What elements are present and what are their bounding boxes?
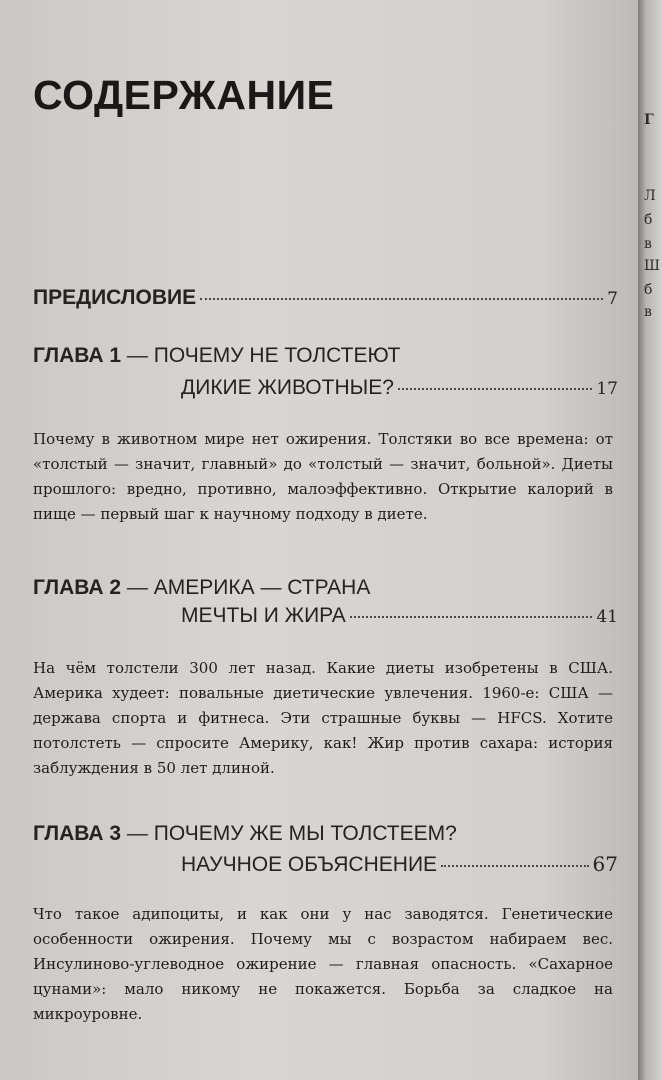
- toc-page-number: 67: [592, 852, 618, 876]
- chapter-number: ГЛАВА 1: [33, 344, 122, 367]
- chapter-title-line-1: — ПОЧЕМУ НЕ ТОЛСТЕЮТ: [121, 344, 401, 367]
- leader-dots: [200, 298, 603, 300]
- toc-entry-preface: [33, 286, 618, 310]
- chapter-1-description: Почему в животном мире нет ожирения. Толстяки во все времена: от «толстый — значит, главный» до «толстый — значит, больной». Диеты прошлого: вредно, противно, малоэффективно. Открытие калорий в пище — первый шаг к научному подходу в диете.: [33, 430, 613, 523]
- next-page-fragment: в: [644, 236, 652, 252]
- toc-entry-chapter-3: [181, 852, 618, 877]
- chapter-title-line-2: НАУЧНОЕ ОБЪЯСНЕНИЕ: [181, 853, 438, 876]
- page-title: СОДЕРЖАНИЕ: [33, 72, 335, 118]
- next-page-fragment: б: [644, 212, 653, 228]
- toc-entry-label: ПРЕДИСЛОВИЕ: [33, 286, 197, 309]
- toc-entry-chapter-2-heading: [33, 576, 618, 600]
- next-page-fragment: Г: [644, 112, 654, 128]
- next-page-fragment: б: [644, 282, 653, 298]
- toc-entry-chapter-1: [181, 376, 618, 400]
- toc-page-number: 17: [596, 379, 618, 399]
- toc-entry-chapter-2: [181, 604, 618, 628]
- leader-dots: [441, 865, 589, 867]
- toc-page-number: 41: [596, 607, 618, 627]
- next-page-fragment: Л: [644, 188, 656, 204]
- chapter-3-description: Что такое адипоциты, и как они у нас заводятся. Генетические особенности ожирения. Почему мы с возрастом набираем вес. Инсулиново-углеводное ожирение — главная опасность. «Сахарное цунами»: мало никому не покажется. Борьба за сладкое на микроуровне.: [33, 905, 613, 1023]
- next-page-fragment: в: [644, 304, 652, 320]
- toc-page-number: 7: [607, 289, 618, 309]
- toc-entry-chapter-3-heading: [33, 822, 618, 846]
- chapter-title-line-2: ДИКИЕ ЖИВОТНЫЕ?: [181, 376, 394, 399]
- next-page-edge: [638, 0, 662, 1080]
- toc-entry-chapter-1-heading: [33, 344, 618, 368]
- chapter-title-line-1: — АМЕРИКА — СТРАНА: [121, 576, 371, 599]
- next-page-fragment: Ш: [644, 258, 660, 274]
- leader-dots: [350, 616, 593, 618]
- chapter-2-description: На чём толстели 300 лет назад. Какие диеты изобретены в США. Америка худеет: повальные диетические увлечения. 1960-е: США — держава спорта и фитнеса. Эти страшные буквы — HFCS. Хотите потолстеть — спросите Америку, как! Жир против сахара: история заблуждения в 50 лет длиной.: [33, 659, 613, 777]
- leader-dots: [398, 388, 592, 390]
- chapter-title-line-2: МЕЧТЫ И ЖИРА: [181, 604, 346, 627]
- chapter-number: ГЛАВА 2: [33, 576, 122, 599]
- chapter-number: ГЛАВА 3: [33, 822, 122, 845]
- chapter-title-line-1: — ПОЧЕМУ ЖЕ МЫ ТОЛСТЕЕМ?: [121, 822, 457, 845]
